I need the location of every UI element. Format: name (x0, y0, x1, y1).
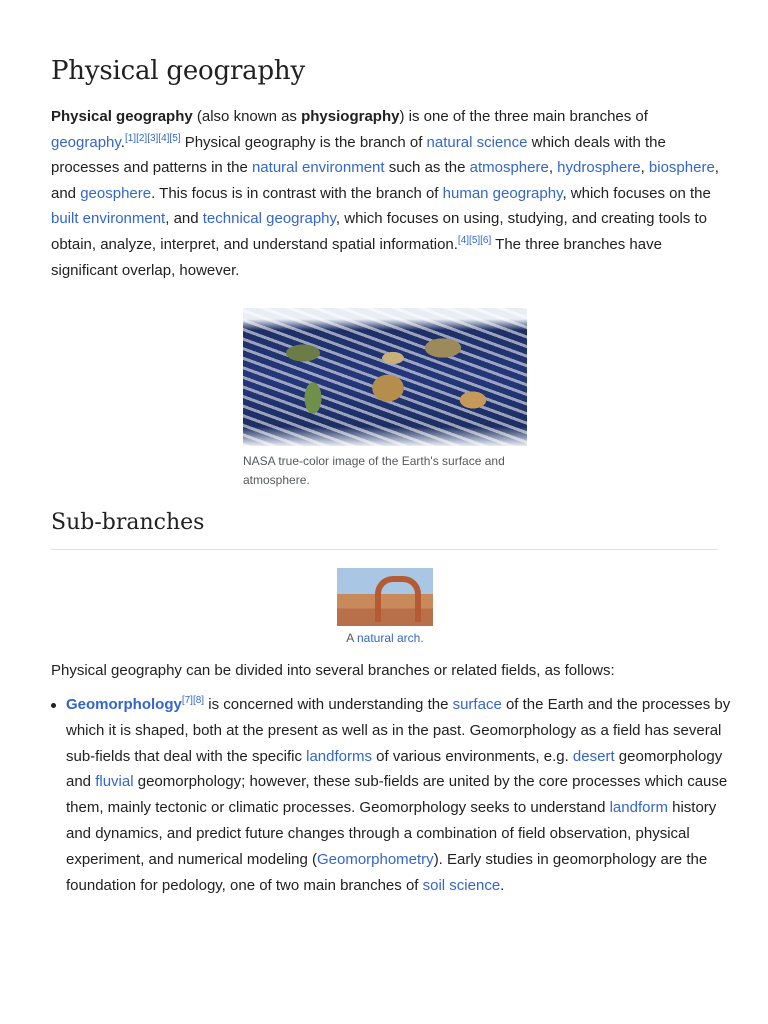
text: Physical geography is the branch of (180, 133, 427, 151)
text: A (346, 631, 357, 645)
earth-image[interactable] (243, 308, 527, 446)
arch-shape (375, 576, 421, 622)
text: which deals with the processes and patterns in the (51, 133, 666, 177)
section-heading: Sub-branches (51, 510, 718, 550)
text: , which focuses on the (562, 184, 711, 202)
text: . (120, 133, 125, 151)
link-human-geography[interactable]: human geography (442, 184, 563, 202)
earth-figure (243, 308, 527, 490)
reference-links[interactable]: [1][2][3][4][5] (124, 132, 181, 144)
text: . (420, 631, 424, 645)
text: , and (165, 210, 203, 228)
lead-paragraph (51, 104, 721, 283)
text: geomorphology; however, these sub-fields are united by the core processes which cause them, mainly tectonic or climatic processes. Geomorphology seeks to understand (66, 773, 728, 817)
link-biosphere[interactable]: biosphere (648, 159, 715, 177)
page-title: Physical geography (51, 56, 305, 86)
link-technical-geography[interactable]: technical geography (202, 210, 336, 228)
bold-term: physiography (301, 108, 400, 125)
link-landforms[interactable]: landforms (306, 747, 372, 765)
text: is concerned with understanding the (204, 696, 453, 713)
text: , and (51, 159, 719, 202)
text: , (548, 159, 558, 177)
arch-caption (317, 631, 453, 645)
branches-list (51, 692, 733, 898)
link-surface[interactable]: surface (452, 696, 502, 713)
link-natural-environment[interactable]: natural environment (251, 159, 385, 177)
list-item (66, 692, 733, 898)
text: of various environments, e.g. (371, 747, 573, 765)
text: , which focuses on using, studying, and creating tools to obtain, analyze, interpret, and understand spatial information. (51, 210, 707, 253)
bullet-icon (51, 703, 56, 708)
link-fluvial[interactable]: fluvial (95, 773, 134, 791)
link-soil-science[interactable]: soil science (422, 876, 501, 894)
arch-figure (337, 568, 433, 645)
link-built-environment[interactable]: built environment (51, 210, 166, 228)
text: . (500, 876, 505, 894)
link-natural-arch[interactable]: natural arch (356, 631, 421, 645)
text: . This focus is in contrast with the branch of (151, 184, 443, 202)
link-hydrosphere[interactable]: hydrosphere (557, 159, 641, 177)
reference-links[interactable]: [7][8] (181, 695, 205, 706)
link-landform[interactable]: landform (609, 799, 668, 817)
text: The three branches have significant overlap, however. (51, 235, 662, 279)
bold-term: Physical geography (51, 108, 193, 125)
earth-caption: NASA true-color image of the Earth's surface and atmosphere. (243, 454, 505, 487)
link-natural-science[interactable]: natural science (426, 133, 528, 151)
link-atmosphere[interactable]: atmosphere (469, 159, 549, 177)
text: ) is one of the three main branches of (399, 108, 648, 125)
text: such as the (384, 159, 470, 177)
text: history and dynamics, and predict future changes through a combination of field observation, physical experiment, and numerical modeling ( (66, 799, 717, 868)
text: , (640, 159, 649, 177)
text: of the Earth and the processes by which it is shaped, both at the present as well as in the past. Geomorphology as a field has several sub-fields that deal with the specific (66, 696, 731, 765)
text: (also known as (192, 108, 302, 125)
reference-links[interactable]: [4][5][6] (457, 234, 492, 246)
link-geomorphology[interactable]: Geomorphology (66, 696, 182, 713)
link-geomorphometry[interactable]: Geomorphometry (316, 850, 434, 868)
natural-arch-image[interactable] (337, 568, 433, 626)
link-geosphere[interactable]: geosphere (80, 184, 152, 202)
link-geography[interactable]: geography (51, 133, 121, 151)
text: ). Early studies in geomorphology are the foundation for pedology, one of two main branches of (66, 850, 708, 894)
link-desert[interactable]: desert (572, 747, 615, 765)
intro-paragraph: Physical geography can be divided into several branches or related fields, as follows: (51, 662, 615, 679)
text: geomorphology and (66, 747, 723, 791)
